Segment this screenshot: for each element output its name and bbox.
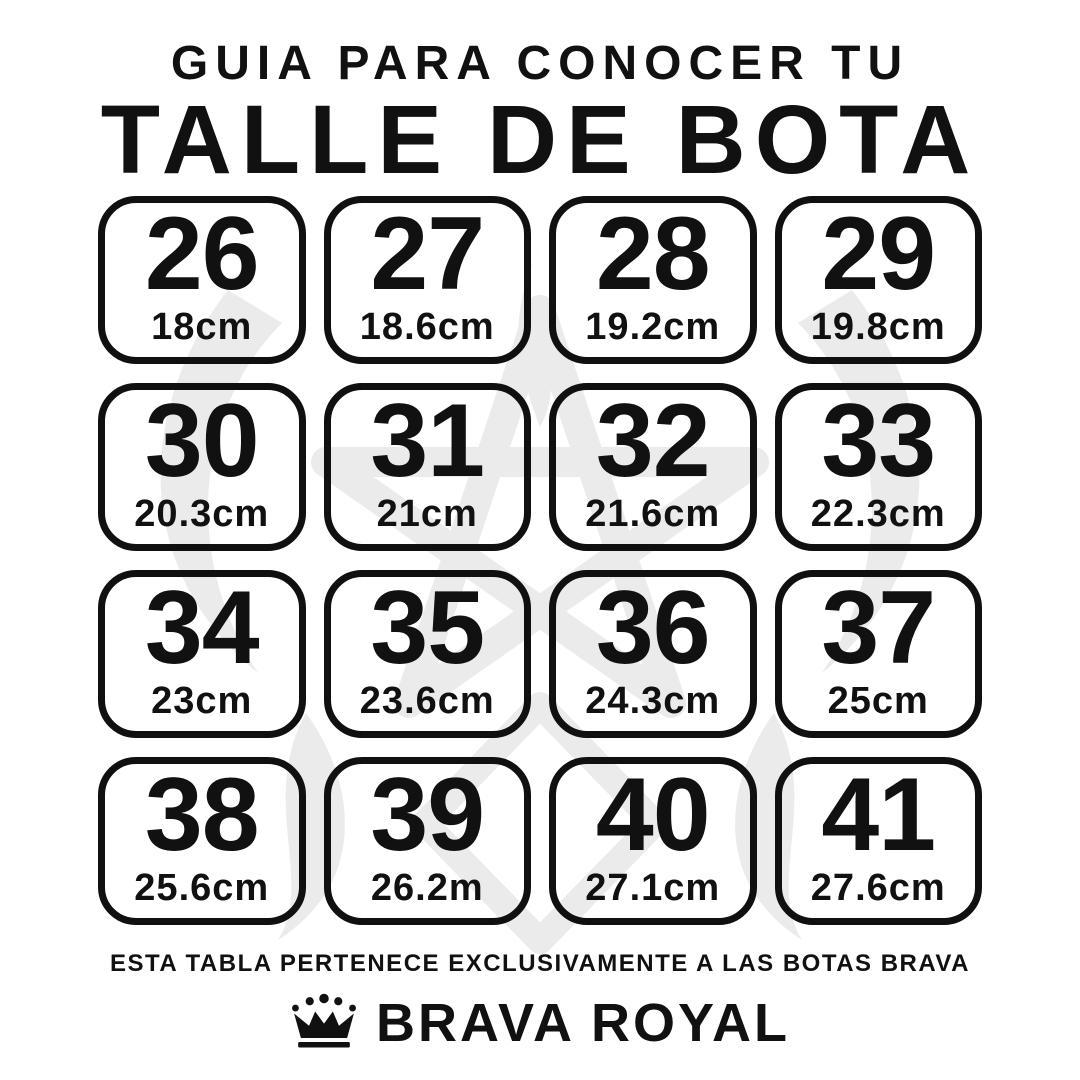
size-card-33 <box>775 383 983 551</box>
size-number: 28 <box>595 196 710 313</box>
size-length: 23.6cm <box>359 679 495 722</box>
size-length: 27.1cm <box>585 866 721 909</box>
page-title: TALLE DE BOTA <box>100 85 980 194</box>
size-card-29 <box>775 196 983 364</box>
size-length: 18.6cm <box>359 305 495 348</box>
size-length: 27.6cm <box>810 866 946 909</box>
size-card-28 <box>549 196 757 364</box>
size-length: 21cm <box>376 492 478 535</box>
size-number: 40 <box>595 757 710 874</box>
size-length: 20.3cm <box>134 492 270 535</box>
exclusivity-note: ESTA TABLA PERTENECE EXCLUSIVAMENTE A LAS BOTAS BRAVA <box>110 950 970 977</box>
size-length: 19.2cm <box>585 305 721 348</box>
size-length: 23cm <box>151 679 253 722</box>
size-length: 26.2m <box>370 866 484 909</box>
size-number: 27 <box>370 196 485 313</box>
size-number: 26 <box>144 196 259 313</box>
size-number: 38 <box>144 757 259 874</box>
size-card-36 <box>549 570 757 738</box>
guide-subtitle: GUIA PARA CONOCER TU <box>170 37 910 90</box>
size-length: 25cm <box>827 679 929 722</box>
size-length: 22.3cm <box>810 492 946 535</box>
size-card-41 <box>775 757 983 925</box>
size-number: 32 <box>595 383 710 500</box>
size-length: 18cm <box>151 305 253 348</box>
brand-logo <box>0 988 1080 1058</box>
size-number: 37 <box>821 570 936 687</box>
size-number: 29 <box>821 196 936 313</box>
size-card-31 <box>324 383 532 551</box>
size-card-40 <box>549 757 757 925</box>
size-card-39 <box>324 757 532 925</box>
size-card-34 <box>98 570 306 738</box>
size-card-32 <box>549 383 757 551</box>
size-number: 33 <box>821 383 936 500</box>
size-card-27 <box>324 196 532 364</box>
size-card-35 <box>324 570 532 738</box>
size-number: 35 <box>370 570 485 687</box>
size-number: 31 <box>370 383 485 500</box>
size-number: 39 <box>370 757 485 874</box>
crown-icon <box>290 993 358 1053</box>
size-grid <box>98 196 982 925</box>
size-card-37 <box>775 570 983 738</box>
size-length: 19.8cm <box>810 305 946 348</box>
size-card-38 <box>98 757 306 925</box>
size-length: 25.6cm <box>134 866 270 909</box>
size-number: 36 <box>595 570 710 687</box>
size-card-30 <box>98 383 306 551</box>
size-number: 41 <box>821 757 936 874</box>
size-card-26 <box>98 196 306 364</box>
brand-name: BRAVA ROYAL <box>375 993 791 1053</box>
size-number: 34 <box>144 570 259 687</box>
size-length: 24.3cm <box>585 679 721 722</box>
size-number: 30 <box>144 383 259 500</box>
size-length: 21.6cm <box>585 492 721 535</box>
